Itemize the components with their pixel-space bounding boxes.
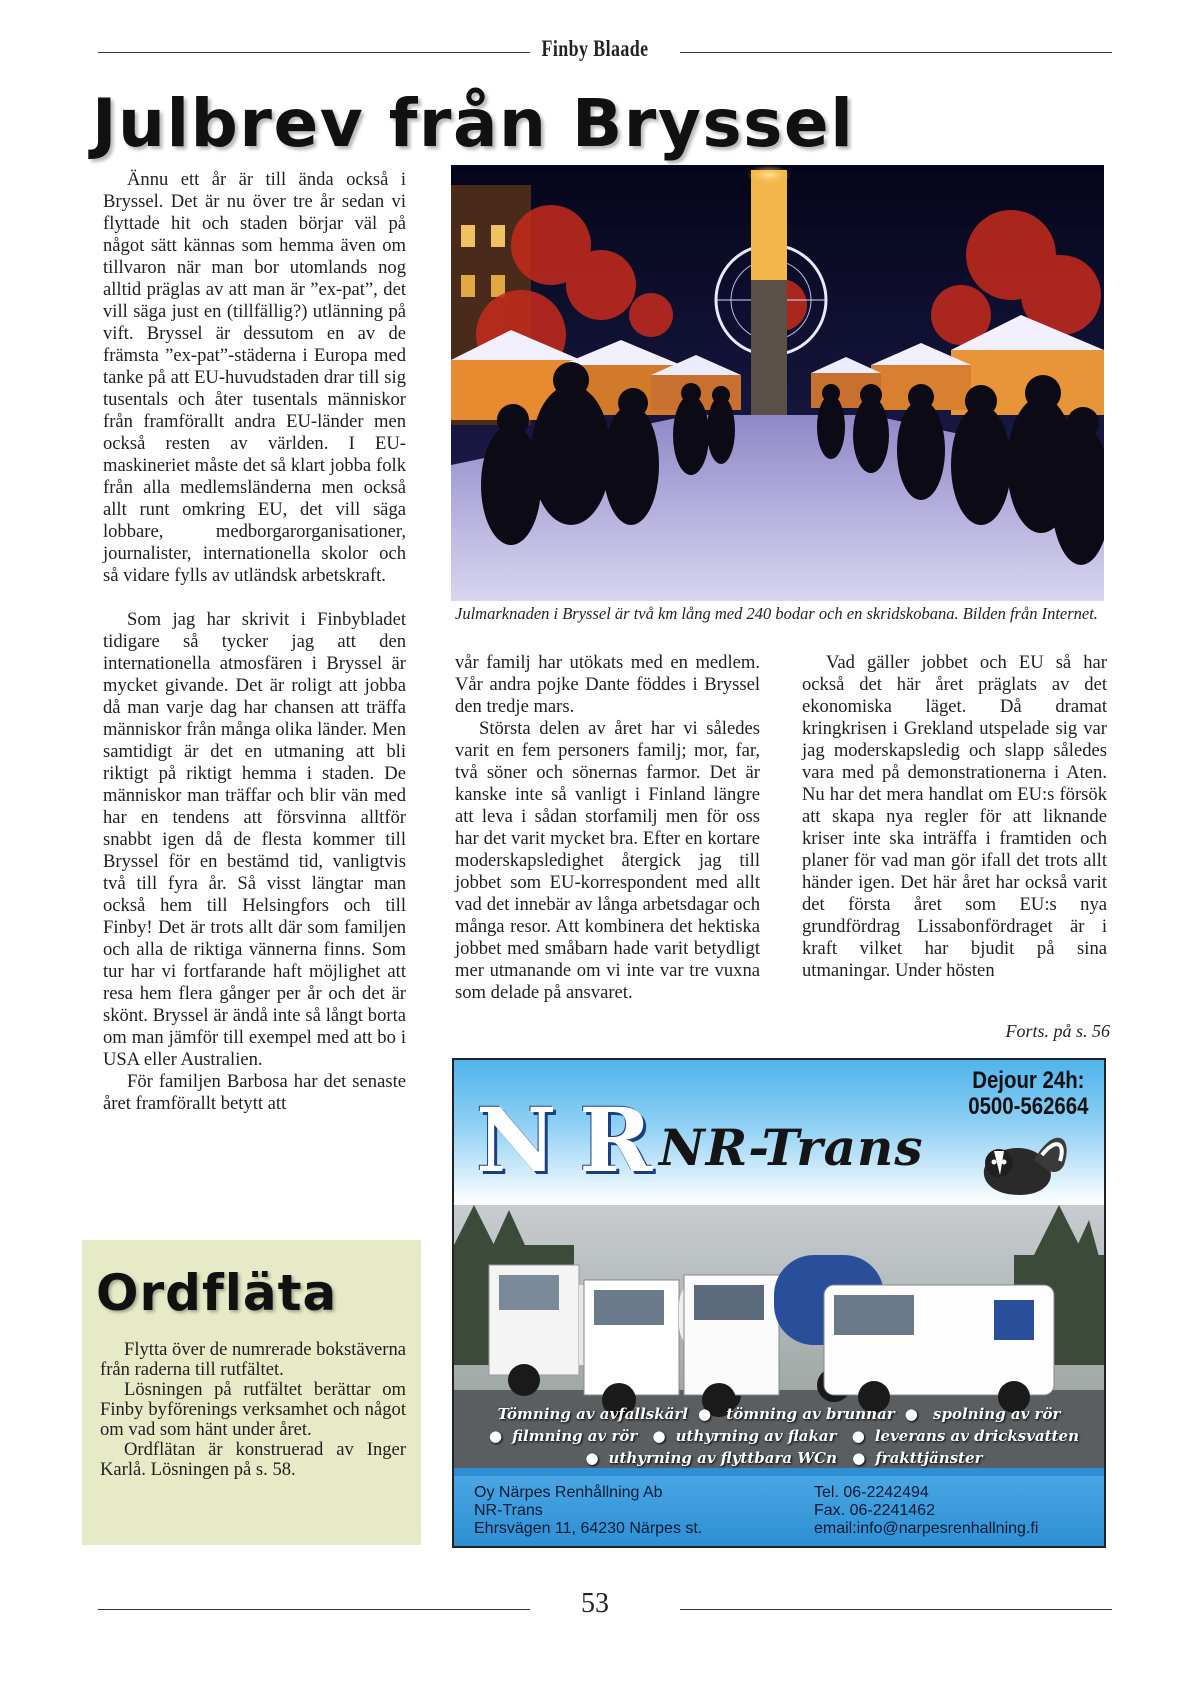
- phone: Tel. 06-2242494: [814, 1484, 929, 1501]
- header-rule-right: [680, 52, 1112, 53]
- bullet-icon: ●: [489, 1427, 503, 1445]
- ad-contact-bar: [454, 1476, 1104, 1546]
- article-column-2: [455, 652, 760, 1004]
- skunk-icon: [964, 1115, 1074, 1205]
- paragraph: Flytta över de numrerade bokstäverna från raderna till rutfältet.: [100, 1339, 406, 1380]
- publication-title: Finby Blaade: [541, 36, 649, 61]
- ordflata-title: Ordfläta: [96, 1264, 338, 1322]
- services-list: [454, 1403, 1104, 1469]
- bullet-icon: ●: [851, 1427, 865, 1445]
- service-item: tömning av brunnar: [726, 1405, 895, 1423]
- ordflata-text: [100, 1340, 406, 1480]
- page-number: 53: [581, 1588, 609, 1619]
- service-item: spolning av rör: [933, 1405, 1061, 1423]
- dejour-label: Dejour 24h:: [971, 1067, 1084, 1094]
- bullet-icon: ●: [585, 1449, 599, 1467]
- company-name-2: NR-Trans: [474, 1502, 543, 1519]
- company-info: [474, 1484, 702, 1538]
- dejour-info: [968, 1068, 1088, 1120]
- company-name: Oy Närpes Renhållning Ab: [474, 1484, 663, 1501]
- brand-name: NR-Trans: [659, 1118, 924, 1177]
- nr-logo: N R: [476, 1088, 649, 1192]
- dejour-phone: 0500-562664: [967, 1093, 1088, 1120]
- paragraph: Ordflätan är konstruerad av Inger Karlå. Lösningen på s. 58.: [100, 1439, 406, 1480]
- paragraph: Lösningen på rutfältet berättar om Finby byförenings verksamhet och något om vad som hänt under året.: [100, 1379, 406, 1440]
- paragraph: Ännu ett år är till ända också i Bryssel. Det är nu över tre år sedan vi flyttade hit och staden börjar väl på något sätt kännas som hemma även om tillvaron när man bor utomlands nog alltid präglas av att man är ”ex-pat”, det vill säga just en (tillfällig?) utlänning på vift. Bryssel är dessutom en av de främsta ”ex-pat”-städerna i Europa med tanke på att EU-huvudstaden drar till sig tusentals och åter tusentals människor från framförallt andra EU-länder men också resten av världen. I EU-maskineriet måste det så klart jobba folk från alla medlemsländerna men också allt runt omkring EU, det vill säga lobbare, medborgarorganisationer, journalister, internationella skolor och så vidare fylls av utländsk arbetskraft.: [103, 169, 406, 586]
- paragraph: vår familj har utökats med en medlem. Vår andra pojke Dante föddes i Bryssel den tredje mars.: [455, 652, 760, 717]
- paragraph: Vad gäller jobbet och EU så har också det här året präglats av det ekonomiska läget. Då dramat kringkrisen i Grekland utspelade sig var jag moderskapsledig och slapp således vara med på demonstrationerna i Aten. Nu har det mera handlat om EU:s försök att skapa nya regler för att liknande kriser inte ska inträffa i framtiden och planer för vad man gör ifall det trots allt händer igen. Det här året har också varit det första året som EU:s nya grundfördrag Lissabonfördraget är i kraft vilket har bjudit på sina utmaningar. Under hösten: [802, 652, 1107, 981]
- company-address: Ehrsvägen 11, 64230 Närpes st.: [474, 1520, 703, 1537]
- bullet-icon: ●: [852, 1449, 866, 1467]
- contact-info: [814, 1484, 1038, 1538]
- paragraph: Största delen av året har vi således varit en fem personers familj; mor, far, två söner och sönernas farmor. Det är kanske inte så vanligt i Finland längre att leva i sådan storfamilj men för oss har det varit mycket bra. Efter en kortare moderskapsledighet återgick jag till jobbet som EU-korrespondent med allt vad det innebär av långa arbetsdagar och många resor. Att kombinera det hektiska jobbet med småbarn hade varit betydligt mer utmanande om vi inte var tre vuxna som delade på ansvaret.: [455, 718, 760, 1003]
- service-item: uthyrning av flyttbara WCn: [608, 1449, 838, 1467]
- bullet-icon: ●: [904, 1405, 918, 1423]
- fax: Fax. 06-2241462: [814, 1502, 935, 1519]
- service-item: uthyrning av flakar: [675, 1427, 837, 1445]
- service-item: leverans av dricksvatten: [874, 1427, 1079, 1445]
- bullet-icon: ●: [652, 1427, 666, 1445]
- service-item: filmning av rör: [512, 1427, 638, 1445]
- email: email:info@narpesrenhallning.fi: [814, 1520, 1039, 1537]
- bullet-icon: ●: [697, 1405, 712, 1423]
- christmas-market-photo: [451, 165, 1104, 601]
- paragraph: För familjen Barbosa har det senaste året framförallt betytt att: [103, 1071, 406, 1114]
- service-item: frakttjänster: [875, 1449, 983, 1467]
- trucks-photo: [454, 1205, 1104, 1468]
- nr-trans-advertisement: [452, 1058, 1106, 1548]
- service-item: Tömning av avfallskärl: [497, 1405, 688, 1423]
- photo-caption: Julmarknaden i Bryssel är två km lång med 240 bodar och en skridskobana. Bilden från Internet.: [455, 604, 1098, 623]
- footer-rule-right: [680, 1609, 1112, 1610]
- ad-banner: [454, 1060, 1104, 1205]
- ordflata-box: [82, 1240, 421, 1545]
- article-column-1: [103, 169, 406, 1115]
- article-title: Julbrev från Bryssel: [92, 85, 855, 162]
- article-column-3: [802, 652, 1107, 982]
- paragraph: Som jag har skrivit i Finbybladet tidigare så tycker jag att den internationella atmosfären i Bryssel är mycket givande. Det är roligt att jobba då man varje dag har chansen att träffa människor från många olika länder. Men samtidigt är det en utmaning att bli riktigt på riktigt hemma i staden. De människor man träffar och blir vän med har en tendens att försvinna alltför snabbt igen då de flesta kommer till Bryssel för en bestämd tid, vanligtvis två till fyra år. Så visst längtar man också hem till Helsingfors och till Finby! Det är trots allt där som familjen och alla de riktiga vännerna finns. Som tur har vi fortfarande haft möjlighet att resa hem flera gånger per år och det är skönt. Bryssel är ändå inte så långt borta om man jämför till exempel med att bo i USA eller Australien.: [103, 609, 406, 1070]
- continued-note: Forts. på s. 56: [1005, 1021, 1110, 1041]
